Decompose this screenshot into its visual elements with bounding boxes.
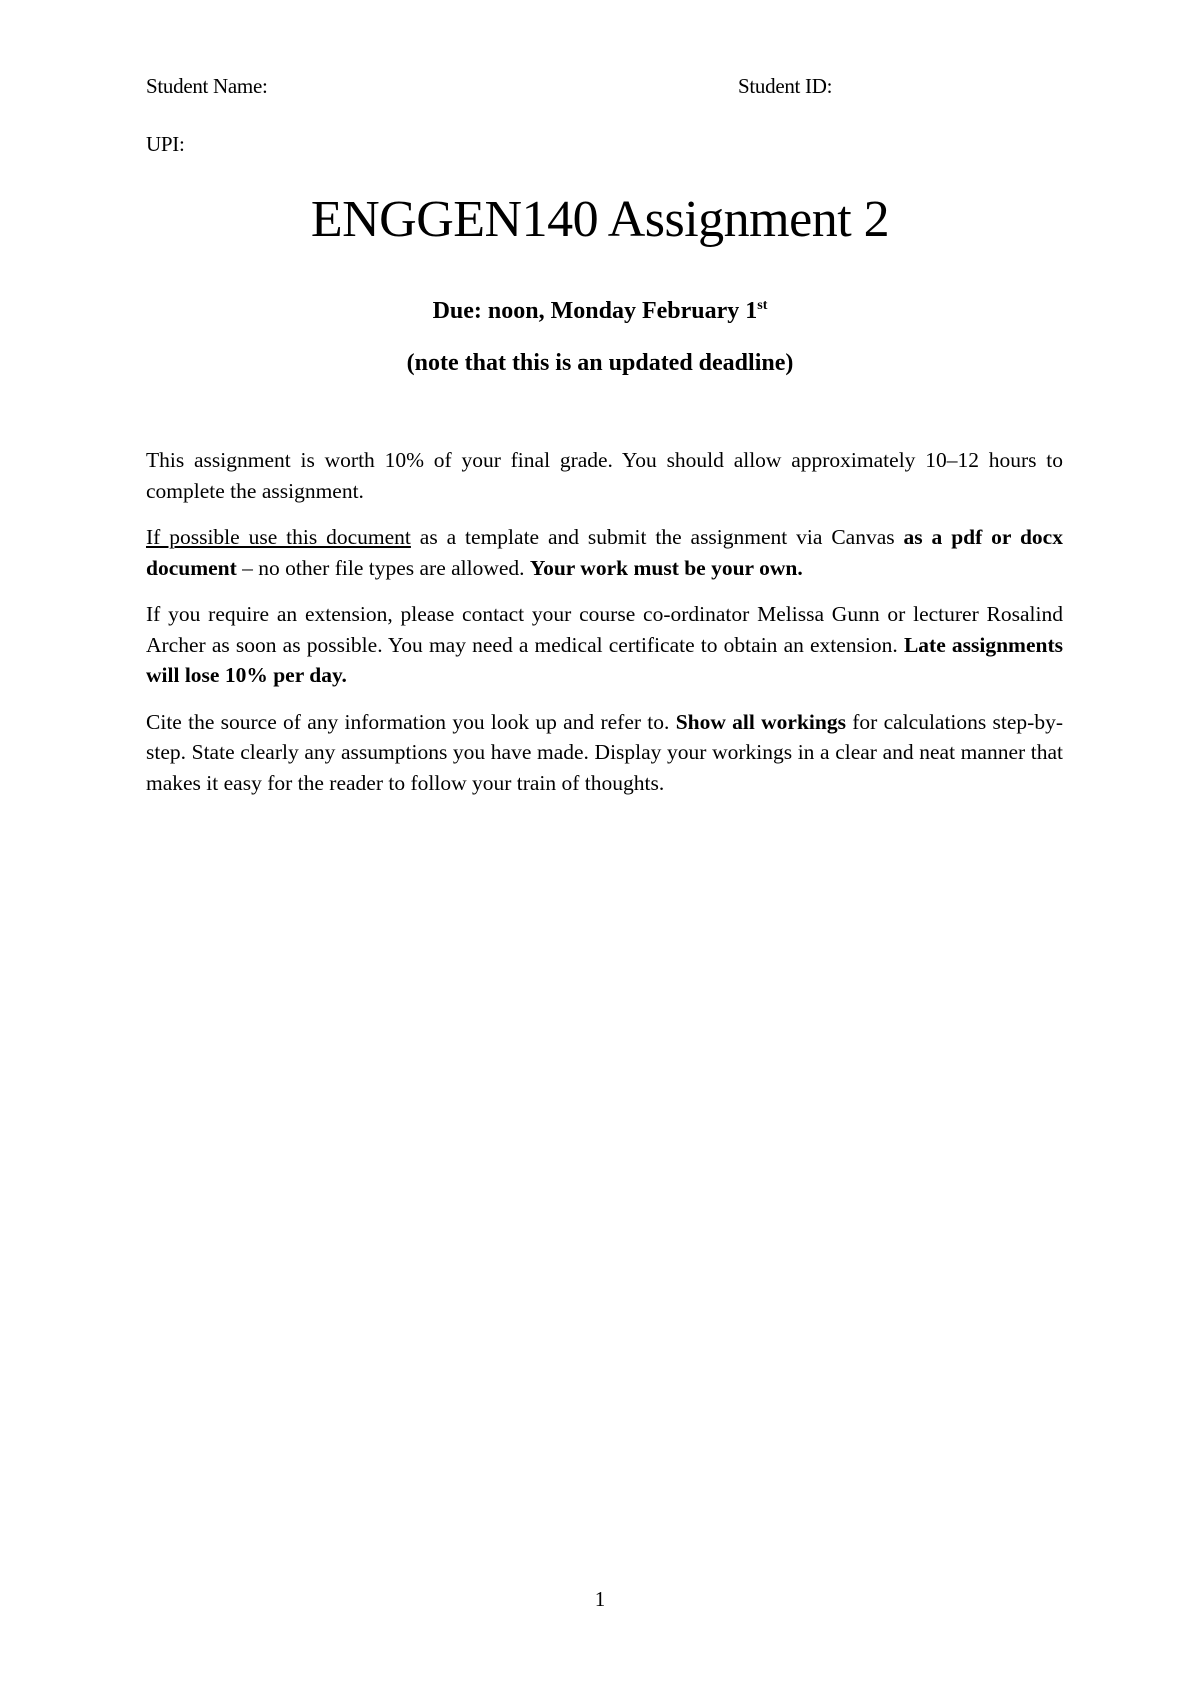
paragraph-text: for calculations step-by-step. State clearly any assumptions you have made. Display your workings in a clear and neat manner that makes it easy for the reader to follow your train of thoughts. [146, 709, 1064, 795]
page-number: 1 [594, 1587, 606, 1611]
upi-label: UPI: [146, 132, 185, 156]
bold-text: Show all workings [675, 709, 846, 734]
student-name-label: Student Name: [146, 74, 268, 98]
paragraph-text: Cite the source of any information you look up and refer to. [146, 709, 676, 734]
paragraph-text: as a template and submit the assignment via Canvas [410, 525, 904, 549]
due-date [0, 298, 1200, 325]
due-date-superscript: st [757, 298, 768, 313]
paragraph-text: If you require an extension, please contact your course co-ordinator Melissa Gunn or lecturer Rosalind Archer as soon as possible. You may need a medical certificate to obtain an extension. [146, 602, 1063, 657]
instructions-body [146, 445, 1063, 814]
bold-text: Your work must be your own. [529, 555, 803, 580]
bold-text: as a pdf or docx document [146, 525, 1063, 580]
student-id-label: Student ID: [738, 74, 833, 98]
underlined-text: If possible use this document [146, 525, 411, 549]
paragraph-submission [146, 522, 1063, 583]
paragraph-extension [146, 599, 1063, 691]
paragraph-text: – no other file types are allowed. [236, 555, 530, 580]
due-date-text: Due: noon, Monday February 1 [432, 298, 758, 324]
bold-text: Late assignments will lose 10% per day. [146, 632, 1063, 687]
deadline-note: (note that this is an updated deadline) [406, 350, 794, 376]
paragraph-workings [146, 707, 1063, 799]
document-title: ENGGEN140 Assignment 2 [310, 191, 890, 248]
paragraph-grade-info: This assignment is worth 10% of your final grade. You should allow approximately 10–12 hours to complete the assignment. [146, 448, 1063, 503]
